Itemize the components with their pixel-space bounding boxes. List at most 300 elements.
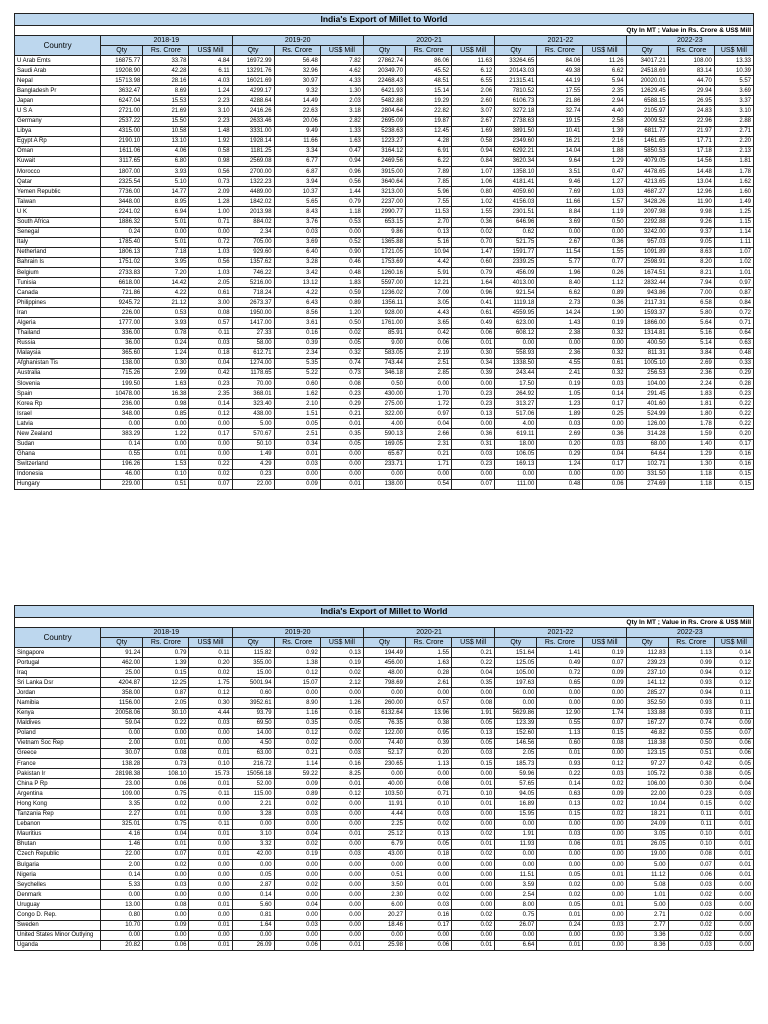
value-cell: 9.32 [274,86,320,96]
value-cell: 0.94 [668,688,714,698]
country-cell: U Arab Emts [15,56,101,66]
value-cell: 1.03 [189,247,232,257]
value-cell: 0.77 [583,257,626,267]
value-cell: 0.06 [714,748,753,758]
value-cell: 9245.72 [101,298,143,308]
value-cell: 0.23 [452,389,495,399]
value-cell: 2.25 [363,819,405,829]
value-cell: 3.28 [274,257,320,267]
value-cell: 1.63 [320,136,363,146]
value-cell: 0.00 [189,930,232,940]
value-cell: 141.12 [626,678,668,688]
value-cell: 0.00 [452,469,495,479]
value-cell: 0.13 [320,648,363,658]
value-cell: 3.10 [189,106,232,116]
value-cell: 6132.64 [363,708,405,718]
value-cell: 0.12 [320,789,363,799]
value-cell: 314.28 [626,429,668,439]
value-cell: 8.56 [274,308,320,318]
value-cell: 233.71 [363,459,405,469]
value-cell: 15.07 [274,678,320,688]
value-cell: 5.91 [405,267,451,277]
value-cell: 1.24 [143,348,189,358]
value-cell: 7736.00 [101,187,143,197]
value-cell: 0.24 [537,920,583,930]
value-cell: 1.41 [537,648,583,658]
value-cell: 0.07 [668,859,714,869]
value-cell: 798.69 [363,678,405,688]
value-cell: 521.75 [495,237,537,247]
value-cell: 0.63 [537,789,583,799]
value-cell: 0.00 [274,910,320,920]
value-cell: 1.24 [537,459,583,469]
value-cell: 25.12 [363,829,405,839]
value-cell: 0.03 [189,338,232,348]
value-cell: 0.11 [189,789,232,799]
value-cell: 0.07 [143,849,189,859]
value-cell: 5.01 [143,217,189,227]
value-cell: 0.05 [714,759,753,769]
value-cell: 83.14 [668,66,714,76]
value-cell: 4181.41 [495,177,537,187]
value-cell: 0.72 [189,237,232,247]
value-cell: 0.05 [320,439,363,449]
value-cell: 0.07 [452,479,495,489]
value-cell: 0.01 [189,829,232,839]
table-row [15,409,754,419]
value-cell: 24.83 [668,106,714,116]
value-cell: 24.09 [626,819,668,829]
value-cell: 3952.61 [232,698,274,708]
value-cell: 0.02 [274,738,320,748]
value-cell: 0.11 [189,819,232,829]
country-cell: Slovenia [15,379,101,389]
value-cell: 0.03 [405,900,451,910]
value-cell: 2.30 [363,890,405,900]
value-cell: 4315.00 [101,126,143,136]
value-cell: 3.69 [274,237,320,247]
value-cell: 0.14 [583,389,626,399]
value-cell: 1.13 [537,728,583,738]
qty-header: Qty [232,638,274,648]
value-cell: 0.05 [714,769,753,779]
value-cell: 0.03 [274,227,320,237]
value-cell: 1.24 [189,86,232,96]
value-cell: 0.71 [714,318,753,328]
value-cell: 9.64 [537,156,583,166]
value-cell: 4.06 [143,146,189,156]
value-cell: 721.86 [101,288,143,298]
value-cell: 0.00 [452,870,495,880]
value-cell: 4013.00 [495,278,537,288]
value-cell: 3.94 [274,177,320,187]
value-cell: 2.34 [274,348,320,358]
value-cell: 0.89 [583,288,626,298]
value-cell: 0.00 [583,910,626,920]
value-cell: 0.00 [320,688,363,698]
value-cell: 0.05 [452,738,495,748]
value-cell: 8.25 [320,769,363,779]
value-cell: 6.11 [189,66,232,76]
value-cell: 346.18 [363,368,405,378]
value-cell: 11.93 [495,839,537,849]
value-cell: 0.22 [189,459,232,469]
country-cell: Korea Rp [15,399,101,409]
value-cell: 0.08 [189,308,232,318]
value-cell: 0.21 [452,648,495,658]
value-cell: 13.12 [274,278,320,288]
value-cell: 0.22 [714,399,753,409]
value-cell: 16.38 [143,389,189,399]
value-cell: 4.22 [143,288,189,298]
value-cell: 0.00 [583,880,626,890]
value-cell: 0.00 [320,870,363,880]
country-cell: New Zealand [15,429,101,439]
units-note: Qty In MT ; Value in Rs. Crore & US$ Mill [15,26,754,36]
value-cell: 623.00 [495,318,537,328]
value-cell: 0.02 [143,799,189,809]
year-header: 2019-20 [232,628,363,638]
country-cell: Poland [15,728,101,738]
value-cell: 216.72 [232,759,274,769]
country-cell: Sri Lanka Dsr [15,678,101,688]
value-cell: 1.22 [143,429,189,439]
value-cell: 3.10 [714,106,753,116]
rs-crore-header: Rs. Crore [537,46,583,56]
value-cell: 5.16 [668,328,714,338]
value-cell: 10.04 [626,799,668,809]
country-cell: Israel [15,409,101,419]
year-header: 2021-22 [495,36,626,46]
value-cell: 2013.98 [232,207,274,217]
value-cell: 0.75 [495,910,537,920]
value-cell: 0.01 [143,738,189,748]
value-cell: 0.58 [189,146,232,156]
value-cell: 8.69 [143,86,189,96]
value-cell: 1.91 [452,708,495,718]
value-cell: 0.01 [537,748,583,758]
value-cell: 0.30 [189,698,232,708]
value-cell: 0.00 [714,920,753,930]
value-cell: 0.20 [189,658,232,668]
value-cell: 0.87 [714,288,753,298]
value-cell: 0.01 [189,779,232,789]
value-cell: 3.05 [405,298,451,308]
value-cell: 1.25 [714,207,753,217]
value-cell: 0.01 [320,779,363,789]
value-cell: 6.58 [668,298,714,308]
value-cell: 1.01 [714,267,753,277]
value-cell: 6.94 [143,207,189,217]
value-cell: 16021.69 [232,76,274,86]
value-cell: 0.95 [405,728,451,738]
millet-export-table-page-1 [14,13,754,490]
country-cell: Kenya [15,708,101,718]
value-cell: 0.02 [583,809,626,819]
value-cell: 0.00 [537,849,583,859]
value-cell: 0.09 [583,668,626,678]
value-cell: 0.42 [405,328,451,338]
value-cell: 0.04 [189,358,232,368]
value-cell: 0.00 [363,688,405,698]
country-cell: Congo D. Rep. [15,910,101,920]
value-cell: 1.60 [714,187,753,197]
value-cell: 4559.95 [495,308,537,318]
value-cell: 0.97 [714,278,753,288]
value-cell: 4.28 [405,136,451,146]
value-cell: 2.36 [668,368,714,378]
value-cell: 0.06 [668,870,714,880]
value-cell: 1119.18 [495,298,537,308]
value-cell: 1.01 [626,890,668,900]
value-cell: 0.11 [714,688,753,698]
value-cell: 0.63 [714,338,753,348]
country-cell: Bangladesh Pr [15,86,101,96]
value-cell: 0.02 [320,328,363,338]
value-cell: 105.72 [626,769,668,779]
value-cell: 2.05 [189,278,232,288]
value-cell: 185.73 [495,759,537,769]
value-cell: 1358.10 [495,167,537,177]
value-cell: 2.73 [537,298,583,308]
rs-crore-header: Rs. Crore [537,638,583,648]
value-cell: 0.00 [189,439,232,449]
value-cell: 2.10 [274,399,320,409]
value-cell: 1.05 [537,389,583,399]
value-cell: 76.35 [363,718,405,728]
value-cell: 7.55 [405,197,451,207]
value-cell: 0.01 [405,880,451,890]
value-cell: 0.17 [583,399,626,409]
value-cell: 0.14 [189,399,232,409]
value-cell: 0.07 [189,479,232,489]
value-cell: 2.36 [537,348,583,358]
table-row [15,56,754,66]
value-cell: 3.00 [189,298,232,308]
value-cell: 0.01 [452,338,495,348]
value-cell: 196.26 [101,459,143,469]
value-cell: 0.02 [143,859,189,869]
value-cell: 1866.00 [626,318,668,328]
value-cell: 0.00 [232,819,274,829]
value-cell: 0.00 [537,688,583,698]
value-cell: 0.02 [668,920,714,930]
value-cell: 169.13 [495,459,537,469]
value-cell: 1.03 [189,267,232,277]
value-cell: 197.63 [495,678,537,688]
value-cell: 21.86 [537,96,583,106]
value-cell: 313.27 [495,399,537,409]
value-cell: 0.84 [452,156,495,166]
value-cell: 0.00 [495,469,537,479]
value-cell: 2.41 [537,368,583,378]
value-cell: 0.09 [714,718,753,728]
value-cell: 0.01 [583,839,626,849]
value-cell: 138.00 [101,358,143,368]
value-cell: 6421.93 [363,86,405,96]
value-cell: 0.00 [320,890,363,900]
value-cell: 0.02 [274,839,320,849]
value-cell: 0.01 [452,779,495,789]
value-cell: 0.01 [452,940,495,950]
value-cell: 4288.64 [232,96,274,106]
value-cell: 0.12 [583,759,626,769]
value-cell: 1.64 [452,278,495,288]
value-cell: 34017.21 [626,56,668,66]
value-cell: 108.10 [143,769,189,779]
value-cell: 0.51 [143,479,189,489]
value-cell: 28.16 [143,76,189,86]
value-cell: 1.75 [189,678,232,688]
value-cell: 6.77 [274,156,320,166]
value-cell: 1.78 [668,419,714,429]
value-cell: 1.91 [495,829,537,839]
value-cell: 0.01 [143,809,189,819]
value-cell: 2.51 [274,429,320,439]
value-cell: 0.35 [274,718,320,728]
country-cell: Taiwan [15,197,101,207]
value-cell: 456.00 [363,658,405,668]
value-cell: 0.00 [583,698,626,708]
value-cell: 5.14 [668,338,714,348]
value-cell: 105.00 [495,668,537,678]
value-cell: 19.87 [405,116,451,126]
value-cell: 1.23 [537,399,583,409]
value-cell: 0.02 [274,799,320,809]
value-cell: 0.00 [452,930,495,940]
value-cell: 2.94 [583,96,626,106]
value-cell: 1.55 [405,648,451,658]
value-cell: 1.28 [189,197,232,207]
value-cell: 0.62 [495,227,537,237]
value-cell: 10.70 [101,920,143,930]
table-row [15,298,754,308]
value-cell: 3.32 [232,839,274,849]
value-cell: 229.00 [101,479,143,489]
value-cell: 4.50 [232,738,274,748]
value-cell: 0.01 [189,900,232,910]
value-cell: 21.12 [143,298,189,308]
millet-export-table-page-2 [14,605,754,951]
value-cell: 167.27 [626,718,668,728]
country-cell: Singapore [15,648,101,658]
rs-crore-header: Rs. Crore [274,46,320,56]
value-cell: 2469.56 [363,156,405,166]
value-cell: 0.94 [452,146,495,156]
value-cell: 1.49 [232,449,274,459]
value-cell: 1.69 [452,126,495,136]
value-cell: 2.87 [232,880,274,890]
value-cell: 0.04 [274,900,320,910]
value-cell: 0.00 [189,449,232,459]
table-row [15,389,754,399]
value-cell: 0.12 [189,409,232,419]
table-row [15,288,754,298]
value-cell: 6811.77 [626,126,668,136]
value-cell: 0.42 [668,759,714,769]
value-cell: 0.16 [405,910,451,920]
value-cell: 0.10 [668,829,714,839]
value-cell: 400.50 [626,338,668,348]
value-cell: 0.06 [405,940,451,950]
table-row [15,237,754,247]
value-cell: 0.11 [714,698,753,708]
value-cell: 811.31 [626,348,668,358]
value-cell: 13.04 [668,177,714,187]
country-cell: Bhutan [15,839,101,849]
value-cell: 0.00 [363,930,405,940]
value-cell: 86.06 [405,56,451,66]
value-cell: 19.15 [537,116,583,126]
value-cell: 1.90 [583,308,626,318]
qty-header: Qty [495,638,537,648]
value-cell: 2733.83 [101,267,143,277]
value-cell: 0.00 [189,890,232,900]
value-cell: 40.00 [363,779,405,789]
value-cell: 0.18 [405,849,451,859]
value-cell: 6292.21 [495,146,537,156]
value-cell: 9.37 [668,227,714,237]
value-cell: 0.02 [714,799,753,809]
value-cell: 3331.00 [232,126,274,136]
country-cell: Namibia [15,698,101,708]
value-cell: 7.20 [143,267,189,277]
export-table [14,605,754,951]
country-cell: Denmark [15,890,101,900]
value-cell: 0.06 [537,839,583,849]
value-cell: 0.00 [189,419,232,429]
value-cell: 5.22 [274,368,320,378]
value-cell: 1.71 [405,459,451,469]
table-row [15,648,754,658]
value-cell: 3117.65 [101,156,143,166]
value-cell: 1.39 [143,658,189,668]
value-cell: 1842.02 [232,197,274,207]
rs-crore-header: Rs. Crore [274,638,320,648]
value-cell: 1.64 [232,920,274,930]
value-cell: 524.99 [626,409,668,419]
value-cell: 3.05 [626,829,668,839]
country-cell: Libya [15,126,101,136]
value-cell: 0.00 [537,859,583,869]
value-cell: 0.19 [537,379,583,389]
country-cell: Indonesia [15,469,101,479]
value-cell: 2.21 [232,799,274,809]
value-cell: 0.03 [668,900,714,910]
value-cell: 0.01 [143,449,189,459]
value-cell: 0.73 [143,759,189,769]
value-cell: 11.90 [668,197,714,207]
value-cell: 133.88 [626,708,668,718]
value-cell: 0.05 [452,718,495,728]
value-cell: 0.00 [320,859,363,869]
value-cell: 0.00 [452,859,495,869]
table-row [15,849,754,859]
value-cell: 2.69 [668,358,714,368]
value-cell: 0.49 [537,658,583,668]
value-cell: 58.00 [232,338,274,348]
value-cell: 0.00 [189,910,232,920]
value-cell: 12.25 [143,678,189,688]
value-cell: 0.73 [189,177,232,187]
value-cell: 0.00 [405,379,451,389]
value-cell: 1.14 [274,759,320,769]
value-cell: 97.27 [626,759,668,769]
value-cell: 0.00 [495,688,537,698]
country-cell: Yemen Republic [15,187,101,197]
value-cell: 0.02 [189,668,232,678]
value-cell: 0.53 [320,217,363,227]
